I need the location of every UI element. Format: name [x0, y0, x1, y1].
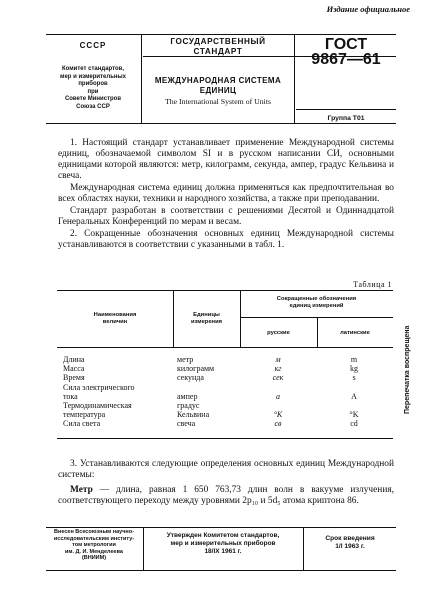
- effective-date: Срок введения 1/I 1963 г.: [325, 535, 375, 550]
- title-ru: ЕДИНИЦ: [199, 85, 237, 95]
- approval-note: Утвержден Комитетом стандартов, мер и измерительных приборов 18/IX 1961 г.: [166, 532, 280, 555]
- committee-line: Совете Министров: [64, 96, 122, 103]
- country-name: СССР: [79, 41, 107, 50]
- unit-cell: свеча: [177, 419, 196, 429]
- ru-abbr-cell: °К: [273, 410, 283, 420]
- table-row: [57, 420, 393, 429]
- header-quantity: Наименования величин: [93, 312, 137, 325]
- units-table: [57, 290, 393, 440]
- standard-title-block: [143, 34, 293, 124]
- quantity-cell: Время: [63, 373, 85, 383]
- quantity-cell: Сила электрического: [63, 382, 135, 392]
- unit-cell: секунда: [177, 373, 204, 383]
- paragraph: 2. Сокращенные обозначения основных единиц Международной системы устанавливаются в соответствии с указанными в табл. 1.: [58, 229, 394, 250]
- table-row: [57, 402, 393, 411]
- paragraph: Международная система единиц должна применяться как предпочтительная во всех областях науки, техники и народного хозяйства, а также при преподавании.: [58, 183, 394, 204]
- edition-note: Издание официальное: [326, 4, 410, 14]
- unit-cell: Кельвина: [177, 410, 210, 420]
- unit-cell: килограмм: [177, 364, 215, 374]
- metre-definition-text: — длина, равная 1 650 763,73 длин волн в вакууме излучения, соответствующего переходу между уровнями 2p₁₀ и 5d₅ атома криптона 86.: [58, 485, 394, 506]
- committee-line: при: [87, 88, 99, 95]
- paragraph: Стандарт разработан в соответствии с решениями Десятой и Одиннадцатой Генеральных Конференций по мерам и весам.: [58, 206, 394, 227]
- gost-number-block: [296, 34, 396, 124]
- title-en: The International System of Units: [164, 97, 272, 106]
- quantity-cell: тока: [63, 391, 78, 401]
- lat-abbr-cell: °K: [349, 410, 359, 420]
- unit-cell: ампер: [177, 391, 198, 401]
- quantity-cell: температура: [63, 410, 106, 420]
- main-text: [58, 138, 394, 251]
- quantity-cell: Термодинамическая: [63, 401, 132, 410]
- quantity-cell: Сила света: [63, 419, 101, 429]
- committee-line: Комитет стандартов,: [61, 66, 125, 72]
- unit-cell: градус: [177, 401, 200, 410]
- ru-abbr-cell: а: [276, 391, 280, 401]
- table-row: [57, 365, 393, 374]
- header-unit: Единицы измерения: [190, 312, 223, 325]
- lat-abbr-cell: kg: [350, 364, 358, 374]
- ru-abbr-cell: сек: [272, 373, 284, 383]
- committee-line: приборов: [78, 81, 108, 88]
- gost-number: 9867—61: [311, 51, 381, 68]
- lat-abbr-cell: A: [351, 391, 357, 401]
- table-label: Таблица 1: [353, 280, 392, 289]
- committee-line: мер и измерительных: [60, 73, 126, 80]
- ru-abbr-cell: м: [275, 355, 281, 364]
- lat-abbr-cell: s: [352, 373, 356, 383]
- reprint-prohibited-note: Перепечатка воспрещена: [404, 325, 411, 415]
- introduced-by: Внесен Всесоюзным научно- исследовательским институ- том метрологии им. Д. И. Менделеева (ВНИИМ): [53, 529, 135, 562]
- header-russian: русские: [267, 330, 290, 336]
- footer-block: [46, 527, 396, 571]
- table-row: [57, 356, 393, 365]
- quantity-cell: Длина: [63, 355, 85, 364]
- term-metre: Метр: [70, 485, 93, 495]
- header-abbreviations: Сокращенные обозначения единиц измерений: [276, 296, 357, 309]
- title-ru: МЕЖДУНАРОДНАЯ СИСТЕМА: [154, 76, 282, 85]
- ru-abbr-cell: кг: [274, 364, 282, 374]
- issuing-authority: [46, 34, 140, 124]
- ru-abbr-cell: св: [274, 419, 282, 429]
- paragraph: 1. Настоящий стандарт устанавливает применение Международной системы единиц, обозначаемой символом SI и в русском написании СИ, основными единицами которой являются: метр, килограмм, секунда, ампер, градус Кельвина и свеча.: [58, 138, 394, 181]
- gost-label: ГОСТ: [324, 36, 368, 53]
- lat-abbr-cell: cd: [350, 419, 358, 429]
- paragraph: 3. Устанавливаются следующие определения основных единиц Международной системы:: [58, 459, 394, 480]
- table-row: [57, 411, 393, 420]
- definitions-text: [58, 459, 394, 507]
- unit-cell: метр: [177, 355, 194, 364]
- group-code: Группа Т01: [327, 115, 365, 122]
- quantity-cell: Масса: [63, 364, 85, 374]
- standard-type: СТАНДАРТ: [193, 47, 243, 56]
- table-row: [57, 384, 393, 393]
- committee-line: Союза ССР: [76, 103, 110, 110]
- lat-abbr-cell: m: [350, 355, 358, 364]
- metre-definition: [58, 485, 394, 507]
- standard-type: ГОСУДАРСТВЕННЫЙ: [170, 37, 266, 46]
- standard-header: [46, 34, 396, 124]
- header-latin: латинские: [340, 330, 370, 336]
